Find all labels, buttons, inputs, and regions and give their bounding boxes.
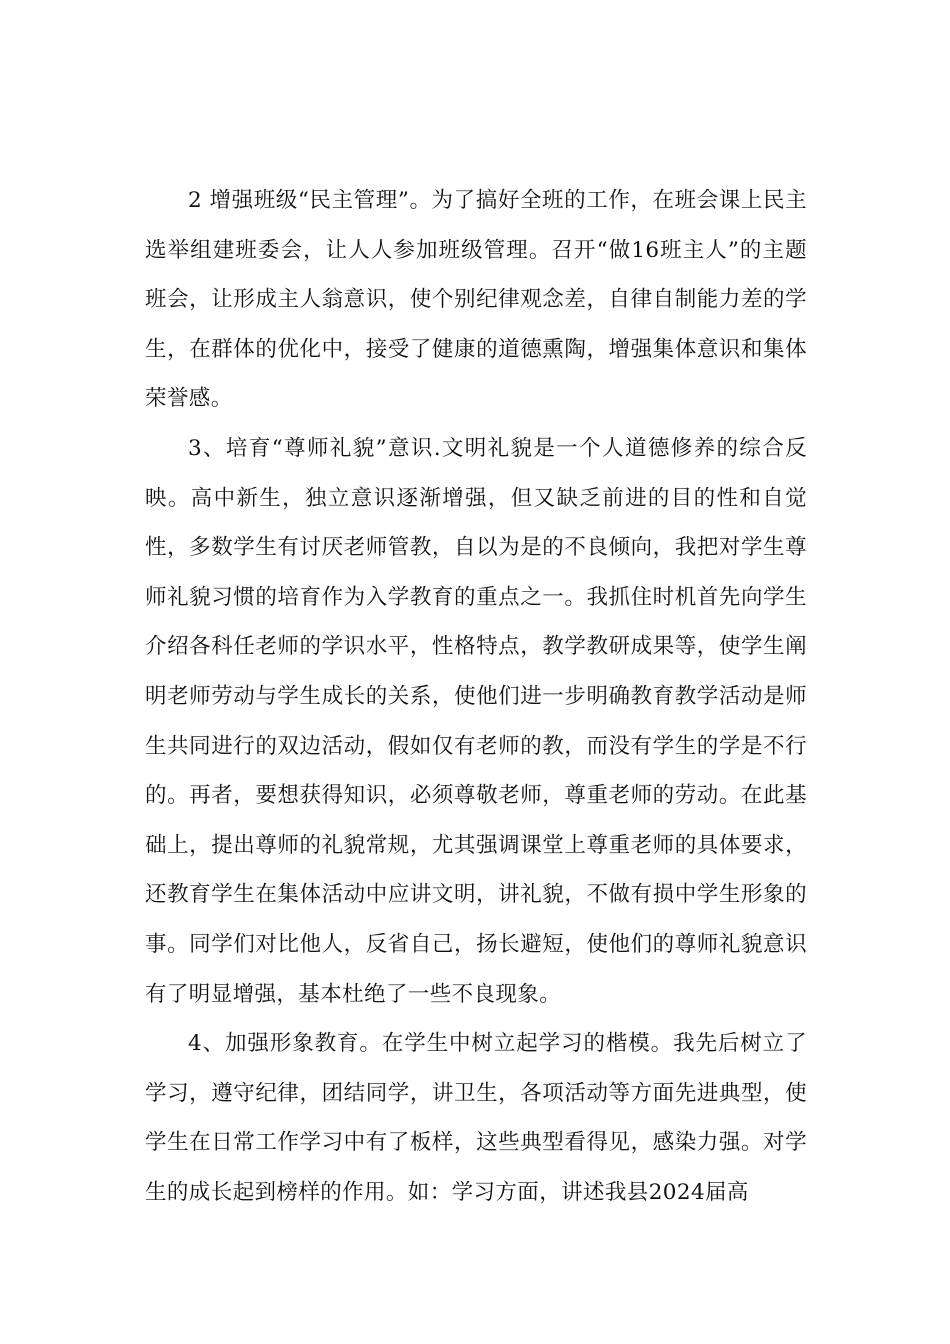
paragraph-respect-teachers: 3、培育“尊师礼貌”意识.文明礼貌是一个人道德修养的综合反映。高中新生，独立意识逐渐增强，但又缺乏前进的目的性和自觉性，多数学生有讨厌老师管教，自以为是的不良倾向，我把对学生尊师礼貌习惯的培育作为入学教育的重点之一。我抓住时机首先向学生介绍各科任老师的学识水平，性格特点，教学教研成果等，使学生阐明老师劳动与学生成长的关系，使他们进一步明确教育教学活动是师生共同进行的双边活动，假如仅有老师的教，而没有学生的学是不行的。再者，要想获得知识，必须尊敬老师，尊重老师的劳动。在此基础上，提出尊师的礼貌常规，尤其强调课堂上尊重老师的具体要求，还教育学生在集体活动中应讲文明，讲礼貌，不做有损中学生形象的事。同学们对比他人，反省自己，扬长避短，使他们的尊师礼貌意识有了明显增强，基本杜绝了一些不良现象。 (145, 435, 807, 1007)
paragraph-democratic-management: 2 增强班级“民主管理”。为了搞好全班的工作，在班会课上民主选举组建班委会，让人人参加班级管理。召开“做16班主人”的主题班会，让形成主人翁意识，使个别纪律观念差，自律自制能力差的学生，在群体的优化中，接受了健康的道德熏陶，增强集体意识和集体荣誉感。 (145, 188, 807, 412)
document-body (145, 176, 807, 1217)
paragraph-role-models: 4、加强形象教育。在学生中树立起学习的楷模。我先后树立了学习，遵守纪律，团结同学，讲卫生，各项活动等方面先进典型，使学生在日常工作学习中有了板样，这些典型看得见，感染力强。对学生的成长起到榜样的作用。如：学习方面，讲述我县2024届高 (145, 1031, 807, 1205)
